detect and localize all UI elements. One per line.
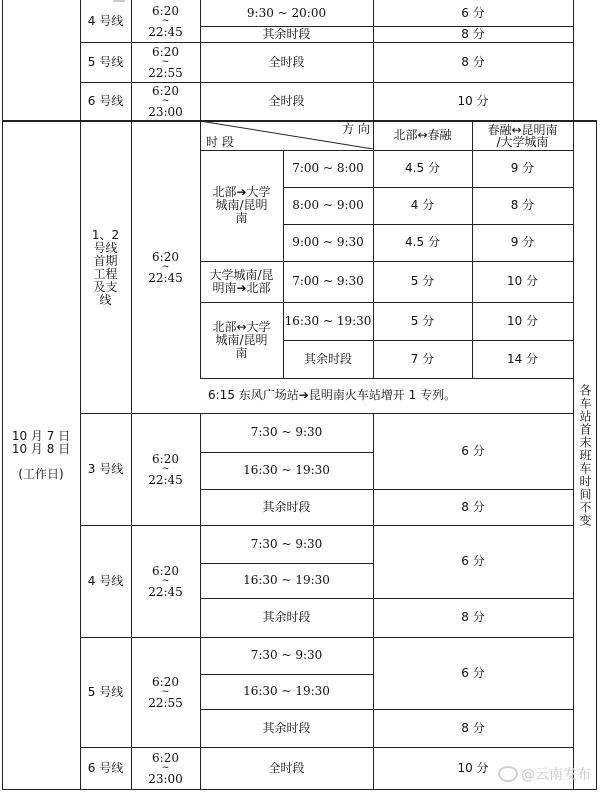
header-direction: 方 向 (342, 121, 370, 136)
first-train-time: 6:20 (152, 451, 179, 466)
last-train-time: 22:45 (148, 472, 183, 487)
service-hours (131, 42, 200, 82)
peak-interval: 6 分 (461, 554, 485, 568)
interval: 6 分 (461, 5, 485, 20)
first-train-time: 6:20 (152, 250, 179, 264)
line-name: 6 号线 (87, 93, 124, 108)
peak-period: 7:30 ~ 9:30 (250, 648, 323, 662)
interval: 8 分 (461, 54, 485, 69)
interval: 14 分 (506, 351, 539, 366)
direction-label: 北部↔大学城南/昆明南 (212, 319, 271, 360)
line-name: 5 号线 (87, 54, 124, 69)
period-time: 全时段 (268, 54, 305, 69)
period-time: 9:30 ~ 20:00 (246, 5, 327, 20)
peak-period: 7:30 ~ 9:30 (250, 536, 323, 551)
range-separator: ~ (161, 762, 170, 773)
weibo-watermark (498, 764, 591, 784)
all-day-period: 全时段 (268, 760, 305, 775)
range-separator: ~ (161, 686, 170, 697)
offpeak-interval: 8 分 (461, 499, 485, 514)
service-hours (131, 637, 200, 747)
first-train-time: 6:20 (152, 83, 179, 98)
range-separator: ~ (161, 15, 170, 26)
line-name: 4 号线 (87, 13, 124, 28)
first-train-time: 6:20 (152, 750, 179, 765)
interval: 7 分 (410, 351, 435, 366)
interval: 4 分 (410, 198, 435, 212)
last-train-time: 23:00 (148, 771, 183, 786)
last-train-time: 22:45 (148, 271, 183, 285)
last-train-time: 22:45 (148, 584, 183, 599)
interval: 10 分 (506, 274, 539, 288)
interval: 4.5 分 (405, 161, 440, 175)
watermark-text: @云南发布 (521, 767, 591, 783)
line-name: 1、2号线首期工程及支线 (91, 227, 120, 307)
period-time: 全时段 (268, 93, 305, 108)
note-column (573, 122, 596, 789)
offpeak-interval: 8 分 (461, 720, 485, 735)
last-train-time: 23:00 (148, 104, 183, 119)
all-day-interval: 10 分 (457, 760, 489, 775)
first-train-time: 6:20 (152, 674, 179, 689)
first-train-time: 6:20 (152, 3, 179, 18)
last-train-time: 22:45 (148, 24, 183, 39)
interval: 8 分 (510, 198, 535, 212)
header-col-north-chunrong: 北部↔春融 (393, 128, 452, 142)
line-name: 6 号线 (87, 760, 124, 775)
first-train-time: 6:20 (152, 44, 179, 59)
first-last-train-note: 各车站首末班车时间不变 (578, 384, 592, 527)
header-text: /大学城南 (496, 134, 549, 149)
interval: 5 分 (410, 313, 435, 328)
grid-line (2, 789, 597, 790)
peak-period: 16:30 ~ 19:30 (243, 684, 330, 698)
range-separator: ~ (161, 56, 170, 67)
last-train-time: 22:55 (148, 65, 183, 80)
grid-line (596, 121, 597, 790)
range-separator: ~ (161, 463, 170, 474)
service-hours (131, 525, 200, 637)
offpeak-period: 其余时段 (262, 720, 311, 735)
service-hours (131, 0, 200, 42)
service-hours (131, 122, 200, 413)
peak-interval: 6 分 (461, 665, 485, 680)
offpeak-period: 其余时段 (262, 610, 311, 624)
period-time: 7:00 ~ 9:30 (292, 274, 364, 288)
service-hours (131, 82, 200, 120)
line-name: 4 号线 (87, 573, 124, 588)
line-name: 5 号线 (87, 684, 124, 699)
peak-period: 7:30 ~ 9:30 (250, 425, 323, 439)
interval: 10 分 (457, 93, 489, 108)
day-type: (工作日) (18, 467, 64, 481)
period-time: 16:30 ~ 19:30 (284, 313, 372, 328)
interval: 8 分 (461, 26, 485, 41)
period-time: 7:00 ~ 8:00 (292, 161, 364, 175)
offpeak-interval: 8 分 (461, 610, 485, 624)
service-hours (131, 413, 200, 525)
offpeak-period: 其余时段 (262, 499, 311, 514)
peak-period: 16:30 ~ 19:30 (243, 573, 330, 587)
date-line: 10 月 8 日 (11, 442, 71, 456)
service-hours (131, 747, 200, 789)
range-separator: ~ (161, 575, 170, 586)
period-time: 8:00 ~ 9:00 (292, 198, 364, 212)
header-text: 春融↔昆明南 (487, 122, 558, 137)
first-train-time: 6:20 (152, 563, 179, 578)
header-period: 时 段 (206, 134, 234, 149)
period-time: 其余时段 (303, 351, 352, 366)
last-train-time: 22:55 (148, 695, 183, 710)
date-line: 10 月 7 日 (11, 429, 71, 443)
interval: 9 分 (510, 161, 535, 175)
period-time: 其余时段 (262, 26, 311, 41)
direction-label: 大学城南/昆明南➔北部 (209, 267, 274, 295)
header-col-chunrong-south (472, 121, 573, 150)
range-separator: ~ (161, 95, 170, 106)
interval: 4.5 分 (405, 235, 440, 249)
period-time: 9:00 ~ 9:30 (292, 235, 364, 249)
range-separator: ~ (161, 262, 170, 272)
peak-interval: 6 分 (461, 443, 485, 458)
interval: 9 分 (510, 235, 535, 249)
peak-period: 16:30 ~ 19:30 (243, 463, 330, 477)
date-label (2, 122, 80, 789)
interval: 5 分 (410, 274, 435, 288)
special-train-note: 6:15 东风广场站➔昆明南火车站增开 1 专列。 (208, 388, 457, 402)
weibo-logo-icon (498, 766, 518, 782)
line-name: 3 号线 (87, 461, 124, 476)
direction-label: 北部➔大学城南/昆明南 (212, 185, 271, 225)
interval: 10 分 (506, 313, 539, 328)
